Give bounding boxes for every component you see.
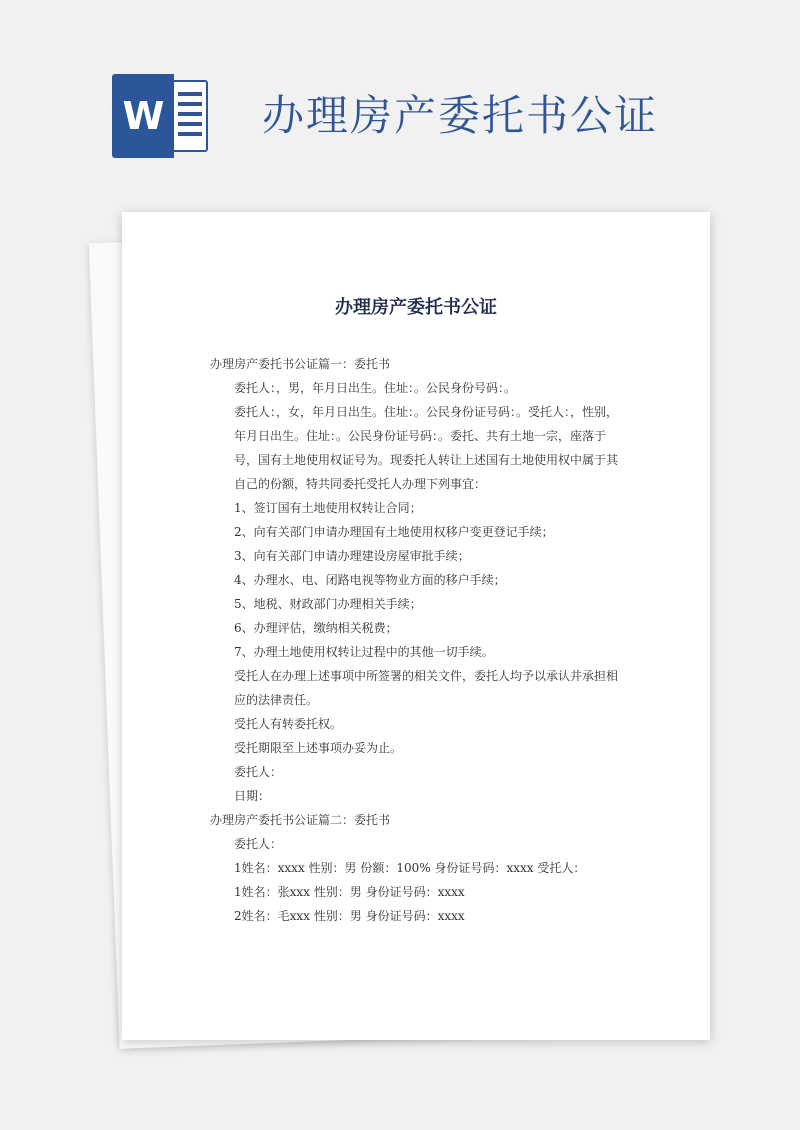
paragraph: 委托人：，女，年月日出生。住址：。公民身份证号码：。受托人：，性别，年月日出生。住址：。公民身份证号码：。委托、共有土地一宗，座落于号，国有土地使用权证号为。现委托人转让上述国有土地使用权中属于其自己的份额，特共同委托受托人办理下列事宜： — [234, 405, 619, 491]
paragraph: 受托人有转委托权。 — [234, 717, 343, 731]
list-item: 2姓名：毛xxx 性别：男 身份证号码：xxxx — [234, 909, 465, 923]
signature-line: 委托人： — [234, 765, 283, 779]
list-item: 6、办理评估，缴纳相关税费； — [234, 621, 398, 635]
section-heading-2: 办理房产委托书公证篇二：委托书 — [210, 813, 391, 827]
list-item: 4、办理水、电、闭路电视等物业方面的移户手续； — [234, 573, 506, 587]
list-item: 2、向有关部门申请办理国有土地使用权移户变更登记手续； — [234, 525, 554, 539]
paragraph: 受托期限至上述事项办妥为止。 — [234, 741, 403, 755]
document-body — [210, 352, 624, 928]
page-header — [0, 0, 800, 200]
document-page — [122, 212, 710, 1040]
paragraph: 委托人： — [234, 837, 283, 851]
list-item: 1、签订国有土地使用权转让合同； — [234, 501, 422, 515]
paragraph: 委托人：，男，年月日出生。住址：。公民身份号码：。 — [234, 381, 517, 395]
list-item: 3、向有关部门申请办理建设房屋审批手续； — [234, 549, 470, 563]
section-heading-1: 办理房产委托书公证篇一：委托书 — [210, 357, 391, 371]
header-title: 办理房产委托书公证 — [262, 91, 659, 140]
list-item: 5、地税、财政部门办理相关手续； — [234, 597, 422, 611]
word-icon-letter: W — [112, 74, 174, 158]
paragraph: 受托人在办理上述事项中所签署的相关文件，委托人均予以承认并承担相应的法律责任。 — [234, 669, 619, 707]
document-title: 办理房产委托书公证 — [335, 297, 497, 318]
list-item: 1姓名：xxxx 性别：男 份额：100% 身份证号码：xxxx 受托人： — [234, 861, 586, 875]
word-icon — [112, 74, 212, 158]
date-line: 日期： — [234, 789, 271, 803]
list-item: 1姓名：张xxx 性别：男 身份证号码：xxxx — [234, 885, 465, 899]
list-item: 7、办理土地使用权转让过程中的其他一切手续。 — [234, 645, 494, 659]
